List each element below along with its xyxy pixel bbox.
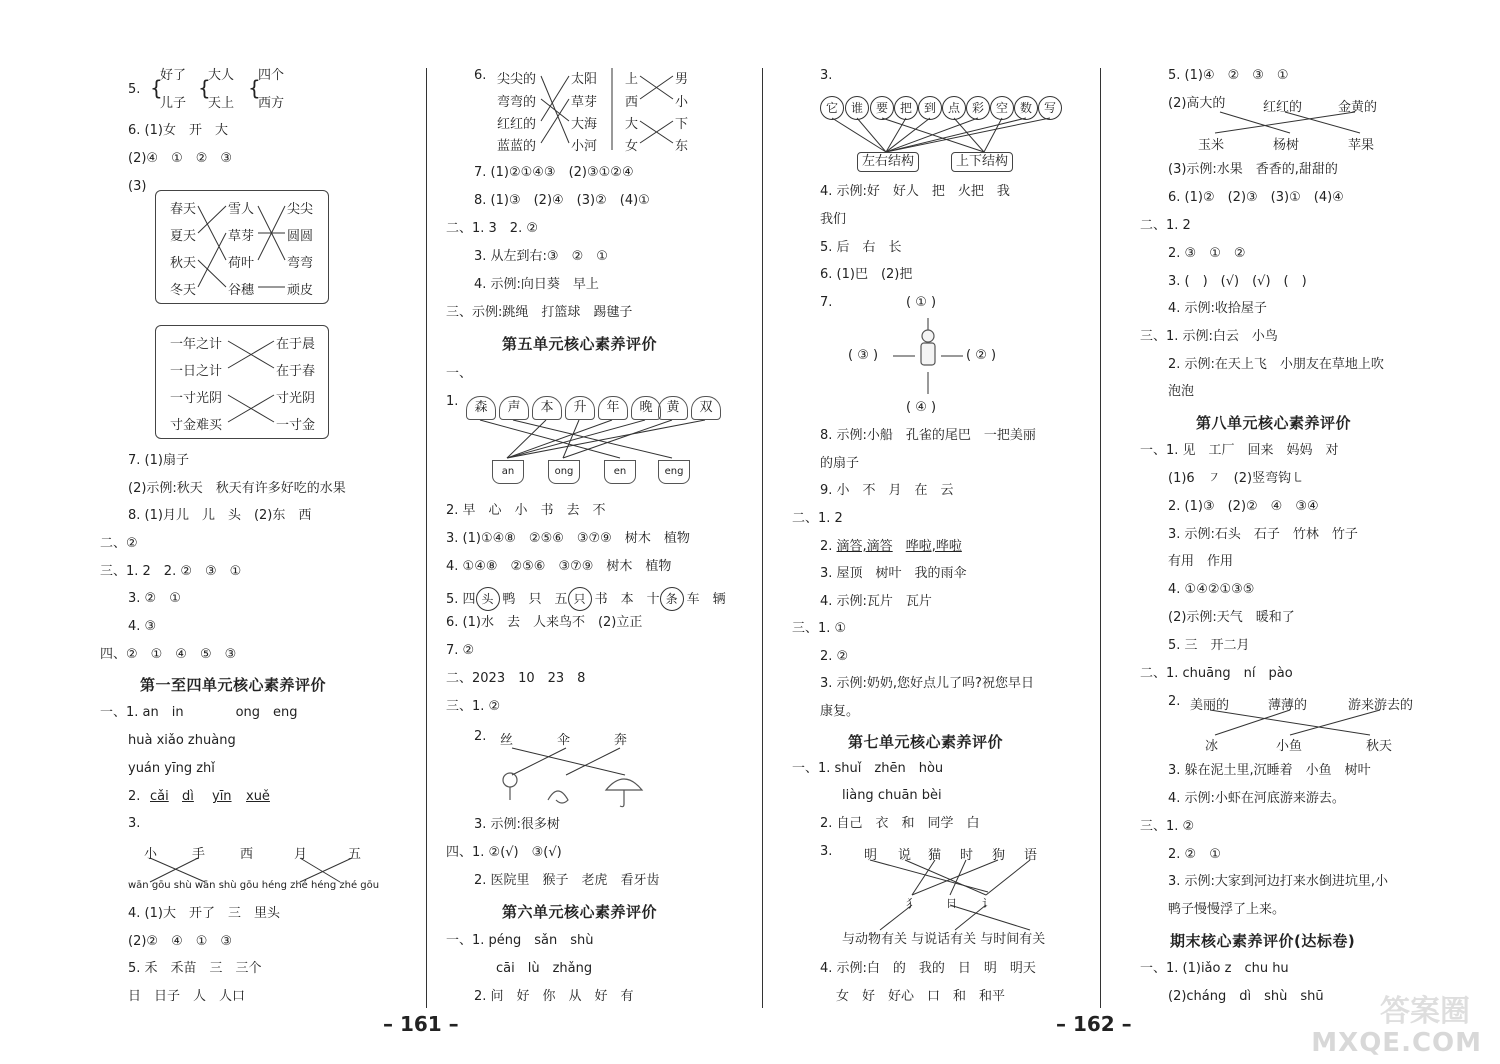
- match-word: 东: [675, 139, 689, 154]
- section-heading: 第六单元核心素养评价: [502, 903, 658, 921]
- answer-line: 三、1. 示例:白云 小鸟: [1140, 329, 1278, 344]
- boy-head-icon: [922, 330, 934, 342]
- answer-line: 3. ( ) (√) (√) ( ): [1168, 274, 1307, 289]
- answer-line: 3. 示例:很多树: [474, 817, 560, 832]
- match-word: 玉米: [1198, 138, 1225, 153]
- box-word: 圆圆: [287, 229, 314, 244]
- match-word: 大海: [571, 117, 598, 132]
- pic-word: 奔: [614, 733, 628, 748]
- answer-line: 三、示例:跳绳 打篮球 踢毽子: [446, 305, 633, 320]
- char: 时: [960, 848, 974, 863]
- char: 小: [144, 847, 158, 862]
- answer-line: 4. 示例:好 好人 把 火把 我: [820, 184, 1010, 199]
- answer-line: 4. 示例:向日葵 早上: [474, 277, 599, 292]
- match-word: 游来游去的: [1348, 698, 1414, 713]
- answer-line: 3. (1)①④⑧ ②⑤⑥ ③⑦⑨ 树木 植物: [446, 531, 690, 546]
- answer-line: 4. (1)大 开了 三 里头: [128, 906, 280, 921]
- box-word: 在于春: [276, 364, 316, 379]
- answer-line: 二、2023 10 23 8: [446, 671, 586, 686]
- answer-line: 泡泡: [1168, 384, 1195, 399]
- box-word: 顽皮: [287, 283, 314, 298]
- underlined-answer: 滴答,滴答: [836, 539, 893, 554]
- question-label: 3.: [820, 844, 833, 859]
- answer-line: (2)示例:天气 暖和了: [1168, 610, 1295, 625]
- answer-line: 三、1. 2 2. ② ③ ①: [100, 564, 242, 579]
- page-number-right: – 162 –: [1056, 1012, 1132, 1036]
- answer-line: 我们: [820, 212, 847, 227]
- char: 狗: [992, 848, 1006, 863]
- answer-line: 康复。: [820, 704, 860, 719]
- match-word: 红红的: [497, 117, 537, 132]
- pinyin-line: 二、1. chuāng ní pào: [1140, 666, 1293, 681]
- match-word: 上: [625, 72, 639, 87]
- answer-line: 2. 示例:在天上飞 小朋友在草地上吹: [1168, 357, 1384, 372]
- brace: {: [198, 76, 211, 100]
- mushroom-char: 双: [691, 396, 721, 420]
- radical: 讠: [982, 897, 993, 910]
- match-word: 草芽: [571, 95, 598, 110]
- match-word: 冰: [1205, 739, 1219, 754]
- answer-line: 5. 禾 禾苗 三 三个: [128, 961, 262, 976]
- answer-line: 四、② ① ④ ⑤ ③: [100, 647, 237, 662]
- char: 猫: [928, 848, 942, 863]
- answer-line: (3)示例:水果 香香的,甜甜的: [1168, 162, 1338, 177]
- circled-char: 点: [942, 96, 966, 120]
- section-heading: 期末核心素养评价(达标卷): [1170, 932, 1356, 950]
- answer-line: 二、②: [100, 536, 138, 551]
- answer-line: 4. 示例:小虾在河底游来游去。: [1168, 791, 1345, 806]
- match-word: 蓝蓝的: [497, 139, 537, 154]
- match-word: 太阳: [571, 72, 598, 87]
- box-word: 尖尖: [287, 202, 314, 217]
- q5-word: 好了: [160, 68, 187, 83]
- answer-line: 6. (1)女 开 大: [128, 123, 228, 138]
- answer-line: 3. 屋顶 树叶 我的雨伞: [820, 566, 967, 581]
- watermark-logo: 答案圈: [1380, 994, 1470, 1029]
- answer-line: 三、1. ②: [446, 699, 501, 714]
- pic-word: 伞: [557, 733, 571, 748]
- mushroom-char: 晚: [631, 396, 661, 420]
- circled-char: 只: [568, 587, 592, 611]
- match-word: 小鱼: [1276, 739, 1303, 754]
- answer-line: 的扇子: [820, 456, 860, 471]
- answer-line: 4. 示例:收拾屋子: [1168, 301, 1267, 316]
- box-word: 寸光阴: [276, 391, 316, 406]
- box-word: 冬天: [170, 283, 197, 298]
- direction-answer: ( ② ): [966, 348, 997, 363]
- answer-line: 3. 从左到右:③ ② ①: [474, 249, 608, 264]
- answer-line: 一、1. an in ong eng: [100, 705, 298, 720]
- match-word: 杨树: [1273, 138, 1300, 153]
- answer-line: 2. ③ ① ②: [1168, 246, 1246, 261]
- answer-line: 鸭子慢慢浮了上来。: [1168, 902, 1286, 917]
- pinyin-answer: cǎi: [150, 789, 169, 804]
- pinyin-line: yuán yīng zhǐ: [128, 761, 215, 776]
- match-word: 美丽的: [1190, 698, 1230, 713]
- mushroom-char: 本: [532, 396, 562, 420]
- answer-line: 5. 四 头 鸭 只 五 只 书 本 十 条 车 辆: [446, 587, 726, 611]
- answer-line: 2. 滴答,滴答 哗啦,哗啦: [820, 539, 962, 554]
- answer-line: 5. 三 开二月: [1168, 638, 1250, 653]
- direction-answer: ( ③ ): [848, 348, 879, 363]
- q5-word: 四个: [258, 68, 285, 83]
- pinyin-answer: yīn: [212, 789, 232, 804]
- answer-line: 3. 示例:石头 石子 竹林 竹子: [1168, 527, 1358, 542]
- answer-line: 有用 作用: [1168, 554, 1234, 569]
- section-heading: 第一至四单元核心素养评价: [140, 676, 327, 694]
- page-number-left: – 161 –: [383, 1012, 459, 1036]
- box-word: 荷叶: [228, 256, 255, 271]
- box-word: 寸金难买: [170, 418, 223, 433]
- circled-char: 谁: [845, 96, 869, 120]
- question-label: 6.: [474, 68, 487, 83]
- circled-char: 写: [1038, 96, 1062, 120]
- answer-line: 2. ② ①: [1168, 847, 1221, 862]
- answer-line: 2. 问 好 你 从 好 有: [474, 989, 634, 1004]
- box-word: 一寸光阴: [170, 391, 223, 406]
- structure-label-top-bottom: 上下结构: [951, 152, 1013, 172]
- direction-answer: ( ① ): [906, 295, 937, 310]
- pail: an: [492, 460, 524, 484]
- q5-word: 大人: [208, 68, 235, 83]
- answer-line: 3. 示例:奶奶,您好点儿了吗?祝您早日: [820, 676, 1034, 691]
- circled-char: 彩: [966, 96, 990, 120]
- answer-line: 2. (1)③ (2)② ④ ③④: [1168, 499, 1319, 514]
- match-word: 金黄的: [1338, 100, 1378, 115]
- answer-line: 6. (1)② (2)③ (3)① (4)④: [1168, 190, 1344, 205]
- answer-line: 日 日子 人 人口: [128, 989, 246, 1004]
- pinyin-line: 一、1. péng sǎn shù: [446, 933, 594, 948]
- char: 明: [864, 848, 878, 863]
- answer-line: 二、1. 2: [1140, 218, 1191, 233]
- section-heading: 第八单元核心素养评价: [1196, 414, 1352, 432]
- box-word: 雪人: [228, 202, 255, 217]
- category-labels: 与动物有关 与说话有关 与时间有关: [842, 932, 1046, 947]
- match-word: 大: [625, 117, 639, 132]
- answer-line: 7. (1)②①④③ (2)③①②④: [474, 165, 634, 180]
- answer-line: 4. ①④⑧ ②⑤⑥ ③⑦⑨ 树木 植物: [446, 559, 672, 574]
- char: 五: [348, 847, 362, 862]
- match-word: 红红的: [1263, 100, 1303, 115]
- answer-line: (1)6 ㇇ (2)竖弯钩㇄: [1168, 471, 1305, 486]
- match-word: 男: [675, 72, 689, 87]
- match-word: 小: [675, 95, 689, 110]
- match-word: 苹果: [1348, 138, 1375, 153]
- mushroom-char: 森: [466, 396, 496, 420]
- circled-char: 数: [1014, 96, 1038, 120]
- answer-line: 3. 示例:大家到河边打来水倒进坑里,小: [1168, 874, 1389, 889]
- pail: eng: [658, 460, 690, 484]
- answer-line: 三、1. ①: [792, 621, 847, 636]
- pinyin-line: cāi lù zhǎng: [496, 961, 593, 976]
- stroke-names: wān gōu shù wān shù gōu héng zhé héng zhé gōu: [128, 880, 380, 891]
- pinyin-line: (2)cháng dì shù shū: [1168, 989, 1324, 1004]
- q5-label: 5.: [128, 82, 141, 97]
- circled-char: 到: [918, 96, 942, 120]
- answer-line: 4. ③: [128, 619, 157, 634]
- match-word: 弯弯的: [497, 95, 537, 110]
- match-word: 尖尖的: [497, 72, 537, 87]
- answer-line: 3. 躲在泥土里,沉睡着 小鱼 树叶: [1168, 763, 1371, 778]
- answer-line: 3. ② ①: [128, 591, 181, 606]
- answer-line: 5. (1)④ ② ③ ①: [1168, 68, 1289, 83]
- question-label: 2.: [128, 789, 141, 804]
- answer-line: 2. 医院里 猴子 老虎 看牙齿: [474, 873, 660, 888]
- char: 说: [898, 848, 912, 863]
- radical: 犭: [906, 897, 917, 910]
- pinyin-line: huà xiǎo zhuàng: [128, 733, 236, 748]
- section-heading: 第五单元核心素养评价: [502, 335, 658, 353]
- answer-line: 2. ②: [820, 649, 849, 664]
- q5-word: 西方: [258, 96, 285, 111]
- question-label: 2.: [474, 729, 487, 744]
- answer-line: (2)④ ① ② ③: [128, 151, 233, 166]
- match-word: 女: [625, 139, 639, 154]
- box-word: 一年之计: [170, 337, 223, 352]
- brace: {: [150, 76, 163, 100]
- char: 语: [1024, 848, 1038, 863]
- underlined-answer: 哗啦,哗啦: [905, 539, 962, 554]
- question-label: 7.: [820, 295, 833, 310]
- answer-line: 4. 示例:白 的 我的 日 明 明天: [820, 961, 1036, 976]
- answer-line: 四、1. ②(√) ③(√): [446, 845, 562, 860]
- question-label: 1.: [446, 394, 459, 409]
- match-word: 小河: [571, 139, 598, 154]
- pinyin-answer: dì: [182, 789, 194, 804]
- answer-line: 5. 后 右 长: [820, 240, 902, 255]
- direction-answer: ( ④ ): [906, 400, 937, 415]
- q5-word: 儿子: [160, 96, 187, 111]
- answer-line: 三、1. ②: [1140, 819, 1195, 834]
- watermark-url: MXQE.COM: [1311, 1028, 1482, 1058]
- circled-char: 它: [820, 96, 844, 120]
- answer-line: 8. 示例:小船 孔雀的尾巴 一把美丽: [820, 428, 1036, 443]
- answer-line: 一、1. 见 工厂 回来 妈妈 对: [1140, 443, 1339, 458]
- match-word: 下: [675, 117, 689, 132]
- answer-line: (2)示例:秋天 秋天有许多好吃的水果: [128, 481, 346, 496]
- question-label: 3.: [128, 816, 141, 831]
- answer-line: 8. (1)月儿 儿 头 (2)东 西: [128, 508, 312, 523]
- brace: {: [248, 76, 261, 100]
- char: 西: [240, 847, 254, 862]
- match-word: 薄薄的: [1268, 698, 1308, 713]
- box-word: 一寸金: [276, 418, 316, 433]
- answer-line: 二、1. 3 2. ②: [446, 221, 538, 236]
- char: 月: [294, 847, 308, 862]
- answer-line: 4. 示例:瓦片 瓦片: [820, 594, 932, 609]
- question-label: 2.: [1168, 694, 1181, 709]
- boy-body: [921, 343, 935, 365]
- answer-line: 女 好 好心 口 和 和平: [836, 989, 1006, 1004]
- answer-line: (3): [128, 179, 147, 194]
- radical: 日: [946, 897, 957, 910]
- pinyin-line: 一、1. shuǐ zhēn hòu: [792, 761, 944, 776]
- section-heading: 第七单元核心素养评价: [848, 733, 1004, 751]
- question-label: 3.: [820, 68, 833, 83]
- circled-char: 条: [660, 587, 684, 611]
- answer-line: (2)高大的: [1168, 96, 1226, 111]
- mushroom-char: 声: [499, 396, 529, 420]
- pic-word: 丝: [500, 733, 514, 748]
- answer-line: 二、1. 2: [792, 511, 843, 526]
- box-word: 一日之计: [170, 364, 223, 379]
- pinyin-line: liàng chuān bèi: [842, 788, 942, 803]
- box-word: 弯弯: [287, 256, 314, 271]
- circled-char: 把: [894, 96, 918, 120]
- answer-line: 4. ①④②①③⑤: [1168, 582, 1255, 597]
- structure-label-left-right: 左右结构: [857, 152, 919, 172]
- answer-line: 8. (1)③ (2)④ (3)② (4)①: [474, 193, 650, 208]
- box-word: 草芽: [228, 229, 255, 244]
- match-word: 西: [625, 95, 639, 110]
- mushroom-char: 年: [598, 396, 628, 420]
- box-word: 夏天: [170, 229, 197, 244]
- q5-word: 天上: [208, 96, 235, 111]
- char: 手: [192, 847, 206, 862]
- mushroom-char: 黄: [658, 396, 688, 420]
- box-word: 谷穗: [228, 283, 255, 298]
- circled-char: 要: [870, 96, 894, 120]
- box-word: 春天: [170, 202, 197, 217]
- answer-line: 6. (1)水 去 人来鸟不 (2)立正: [446, 615, 643, 630]
- circled-char: 空: [990, 96, 1014, 120]
- pail: ong: [548, 460, 580, 484]
- box-word: 在于晨: [276, 337, 316, 352]
- pail: en: [604, 460, 636, 484]
- answer-line: 一、: [446, 366, 473, 381]
- answer-line: (2)② ④ ① ③: [128, 934, 233, 949]
- pinyin-answer: xuě: [246, 789, 270, 804]
- pinyin-line: 一、1. (1)iǎo z chu hu: [1140, 961, 1289, 976]
- answer-line: 7. (1)扇子: [128, 453, 189, 468]
- box-word: 秋天: [170, 256, 197, 271]
- answer-line: 2. 早 心 小 书 去 不: [446, 503, 606, 518]
- answer-line: 9. 小 不 月 在 云: [820, 483, 954, 498]
- answer-line: 7. ②: [446, 643, 475, 658]
- circled-char: 头: [476, 587, 500, 611]
- mushroom-char: 升: [565, 396, 595, 420]
- match-word: 秋天: [1366, 739, 1393, 754]
- answer-line: 2. 自己 衣 和 同学 白: [820, 816, 980, 831]
- answer-line: 6. (1)巴 (2)把: [820, 267, 913, 282]
